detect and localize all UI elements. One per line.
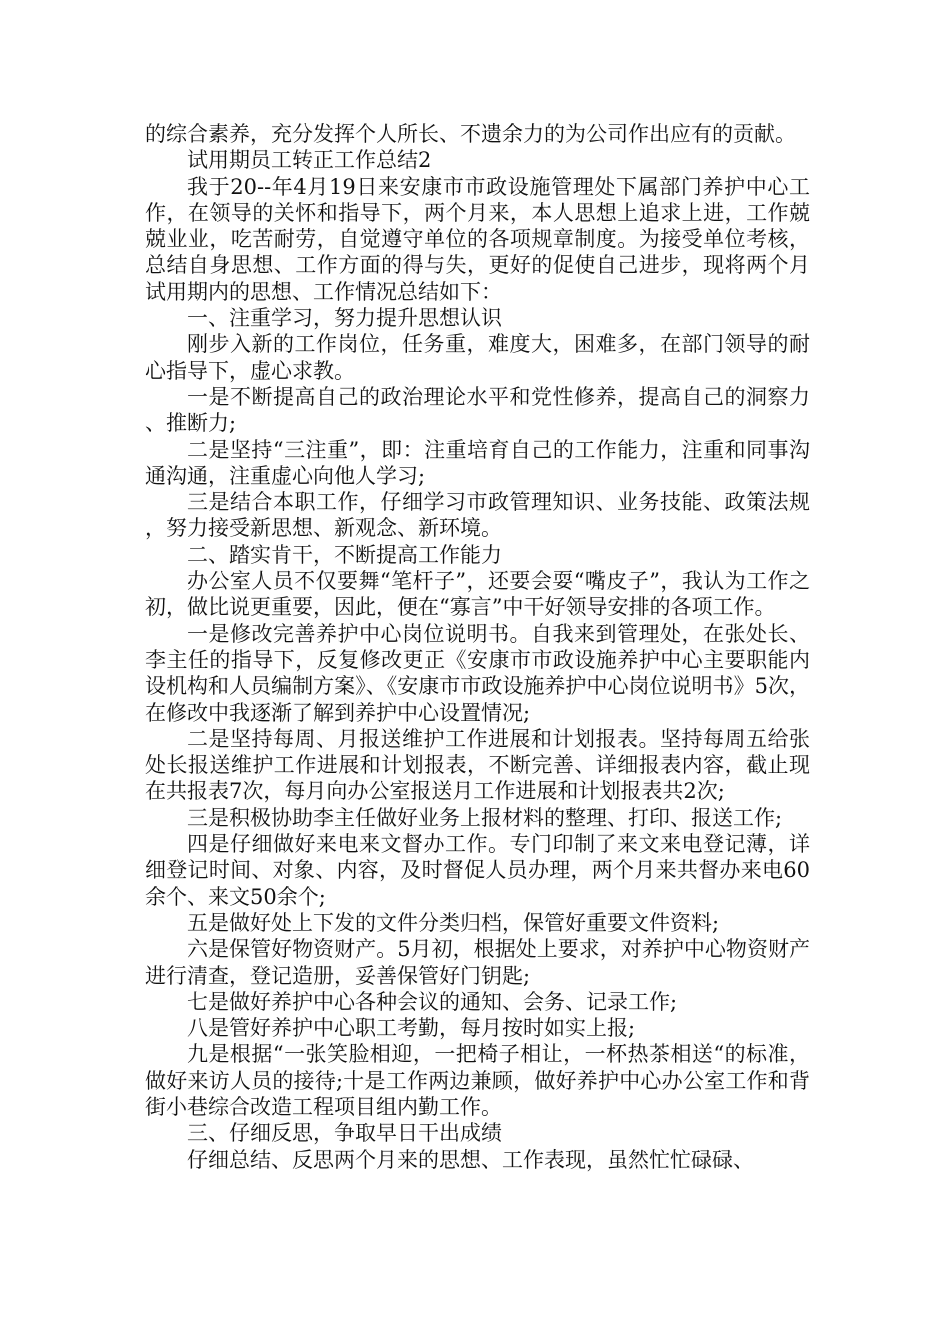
paragraph: 五是做好处上下发的文件分类归档，保管好重要文件资料;: [187, 910, 720, 935]
paragraph: 八是管好养护中心职工考勤，每月按时如实上报;: [187, 1016, 636, 1041]
paragraph: 仔细总结、反思两个月来的思想、工作表现，虽然忙忙碌碌、: [187, 1147, 754, 1172]
section-heading-2: 二、踏实肯干，不断提高工作能力: [187, 542, 502, 567]
paragraph: 我于20--年4月19日来安康市市政设施管理处下属部门养护中心工作，在领导的关怀和指导下，两个月来，本人思想上追求上进，工作兢兢业业，吃苦耐劳，自觉遵守单位的各项规章制度。为接受单位考核，总结自身思想、工作方面的得与失，更好的促使自己进步，现将两个月试用期内的思想、工作情况总结如下：: [145, 174, 810, 304]
paragraph: 刚步入新的工作岗位，任务重，难度大，困难多，在部门领导的耐心指导下，虚心求教。: [145, 332, 810, 383]
paragraph: 九是根据“一张笑脸相迎，一把椅子相让，一杯热茶相送“的标准，做好来访人员的接待;十是工作两边兼顾，做好养护中心办公室工作和背街小巷综合改造工程项目组内勤工作。: [145, 1042, 810, 1119]
document-title: 试用期员工转正工作总结2: [187, 148, 432, 173]
paragraph: 三是积极协助李主任做好业务上报材料的整理、打印、报送工作;: [187, 805, 783, 830]
document-body: [145, 121, 810, 1173]
paragraph: 办公室人员不仅要舞“笔杆子”，还要会耍“嘴皮子”，我认为工作之初，做比说更重要，因此，便在“寡言”中干好领导安排的各项工作。: [145, 569, 810, 620]
paragraph: 二是坚持“三注重”，即：注重培育自己的工作能力，注重和同事沟通沟通，注重虚心向他人学习;: [145, 437, 810, 488]
paragraph: 七是做好养护中心各种会议的通知、会务、记录工作;: [187, 989, 678, 1014]
paragraph: 一是不断提高自己的政治理论水平和党性修养，提高自己的洞察力、推断力;: [145, 384, 810, 436]
paragraph: 三是结合本职工作，仔细学习市政管理知识、业务技能、政策法规，努力接受新思想、新观念、新环境。: [145, 490, 810, 541]
paragraph: 六是保管好物资财产。5月初，根据处上要求，对养护中心物资财产进行清查，登记造册，妥善保管好门钥匙;: [145, 937, 810, 988]
paragraph-continuation: 的综合素养，充分发挥个人所长、不遗余力的为公司作出应有的贡献。: [145, 122, 796, 146]
paragraph: 四是仔细做好来电来文督办工作。专门印制了来文来电登记薄，详细登记时间、对象、内容，及时督促人员办理，两个月来共督办来电60余个、来文50余个;: [145, 832, 810, 909]
section-heading-3: 三、仔细反思，争取早日干出成绩: [187, 1121, 502, 1146]
section-heading-1: 一、注重学习，努力提升思想认识: [187, 306, 502, 331]
paragraph: 二是坚持每周、月报送维护工作进展和计划报表。坚持每周五给张处长报送维护工作进展和计划报表，不断完善、详细报表内容，截止现在共报表7次，每月向办公室报送月工作进展和计划报表共2次;: [145, 726, 810, 804]
paragraph: 一是修改完善养护中心岗位说明书。自我来到管理处，在张处长、李主任的指导下，反复修改更正《安康市市政设施养护中心主要职能内设机构和人员编制方案》、《安康市市政设施养护中心岗位说明书》5次，在修改中我逐渐了解到养护中心设置情况;: [145, 621, 810, 725]
